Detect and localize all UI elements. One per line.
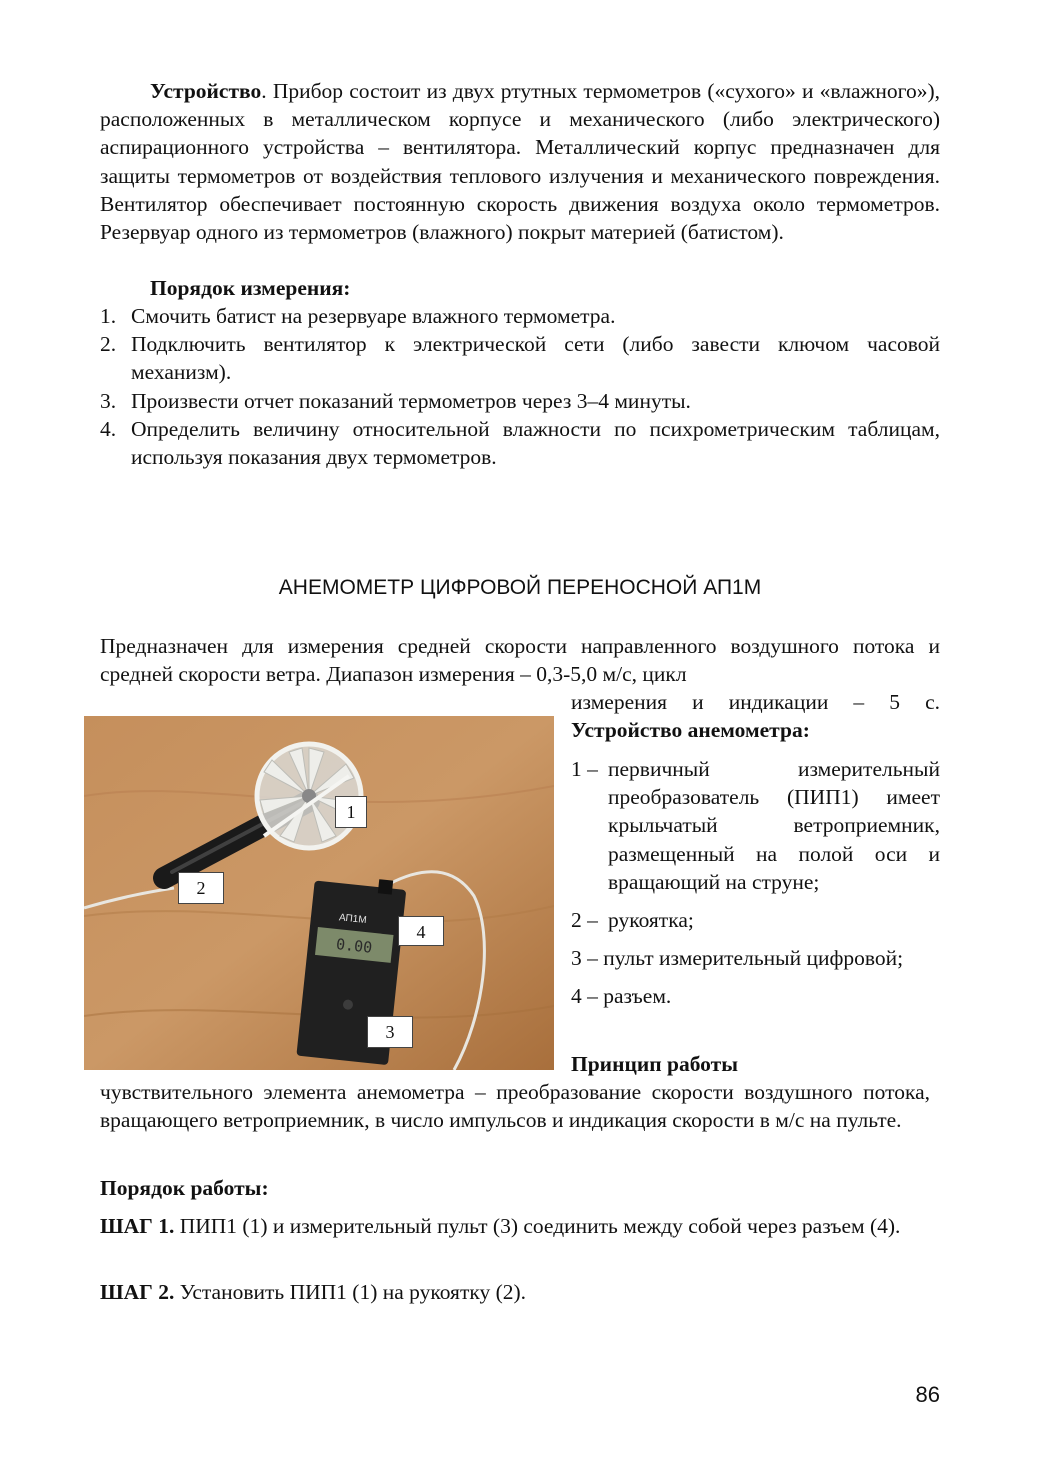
device-structure-heading: Устройство анемометра: [571, 718, 810, 742]
section-title: АНЕМОМЕТР ЦИФРОВОЙ ПЕРЕНОСНОЙ АП1М [278, 576, 762, 599]
list-item: 4 – разъем. [571, 984, 672, 1009]
list-item: 1 – первичный измерительный преобразователь (ПИП1) имеет крыльчатый ветроприемник, размещенный на полой оси и вращающий на струне; [571, 757, 940, 894]
anemometer-illustration [84, 716, 554, 1070]
list-item: 1. Смочить батист на резервуаре влажного термометра. [100, 304, 616, 328]
list-item: 3. Произвести отчет показаний термометров через 3–4 минуты. [100, 388, 691, 413]
measurement-heading: Порядок измерения: [150, 276, 351, 300]
photo-label-1: 1 [335, 796, 367, 828]
device-name: АП1М [338, 912, 368, 927]
list-item: 2 – рукоятка; [571, 908, 694, 933]
principle-paragraph: чувствительного элемента анемометра – преобразование скорости воздушного потока, вращающего ветроприемник, в число импульсов и индикация скорости в м/с на пульте. [100, 1080, 930, 1133]
list-item: 2. Подключить вентилятор к электрической сети (либо завести ключом часовой механизм). [100, 332, 940, 385]
device-paragraph [100, 77, 940, 246]
list-item: 3 – пульт измерительный цифровой; [571, 946, 904, 971]
procedure-heading: Порядок работы: [100, 1176, 269, 1200]
photo-label-4: 4 [398, 916, 444, 946]
intro-continuation: измерения и индикации – 5 с. [571, 690, 940, 714]
measurement-steps [100, 302, 940, 471]
principle-heading: Принцип работы [571, 1052, 738, 1076]
step-2-paragraph: ШАГ 2. Установить ПИП1 (1) на рукоятку (2). [100, 1280, 527, 1304]
device-term: Устройство [150, 79, 262, 103]
device-description: . Прибор состоит из двух ртутных термометров («сухого» и «влажного»), расположенных в металлическом корпусе и механического (либо электрического) аспирационного устройства – вентилятора. Металлический корпус предназначен для защиты термометров от воздействия теплового излучения и механического повреждения. Вентилятор обеспечивает постоянную скорость движения воздуха около термометров. Резервуар одного из термометров (влажного) покрыт материей (батистом). [100, 79, 940, 245]
device-parts-list [571, 755, 940, 1011]
photo-label-2: 2 [178, 872, 224, 904]
step-1-paragraph: ШАГ 1. ПИП1 (1) и измерительный пульт (3) соединить между собой через разъем (4). [100, 1214, 901, 1238]
anemometer-photo [84, 716, 554, 1070]
intro-paragraph: Предназначен для измерения средней скорости направленного воздушного потока и средней скорости ветра. Диапазон измерения – 0,3-5,0 м/с, цикл [100, 634, 940, 687]
svg-text:0.00: 0.00 [335, 935, 374, 957]
page-number: 86 [915, 1382, 940, 1407]
list-item: 4. Определить величину относительной влажности по психрометрическим таблицам, используя показания двух термометров. [100, 416, 940, 470]
photo-label-3: 3 [367, 1016, 413, 1048]
